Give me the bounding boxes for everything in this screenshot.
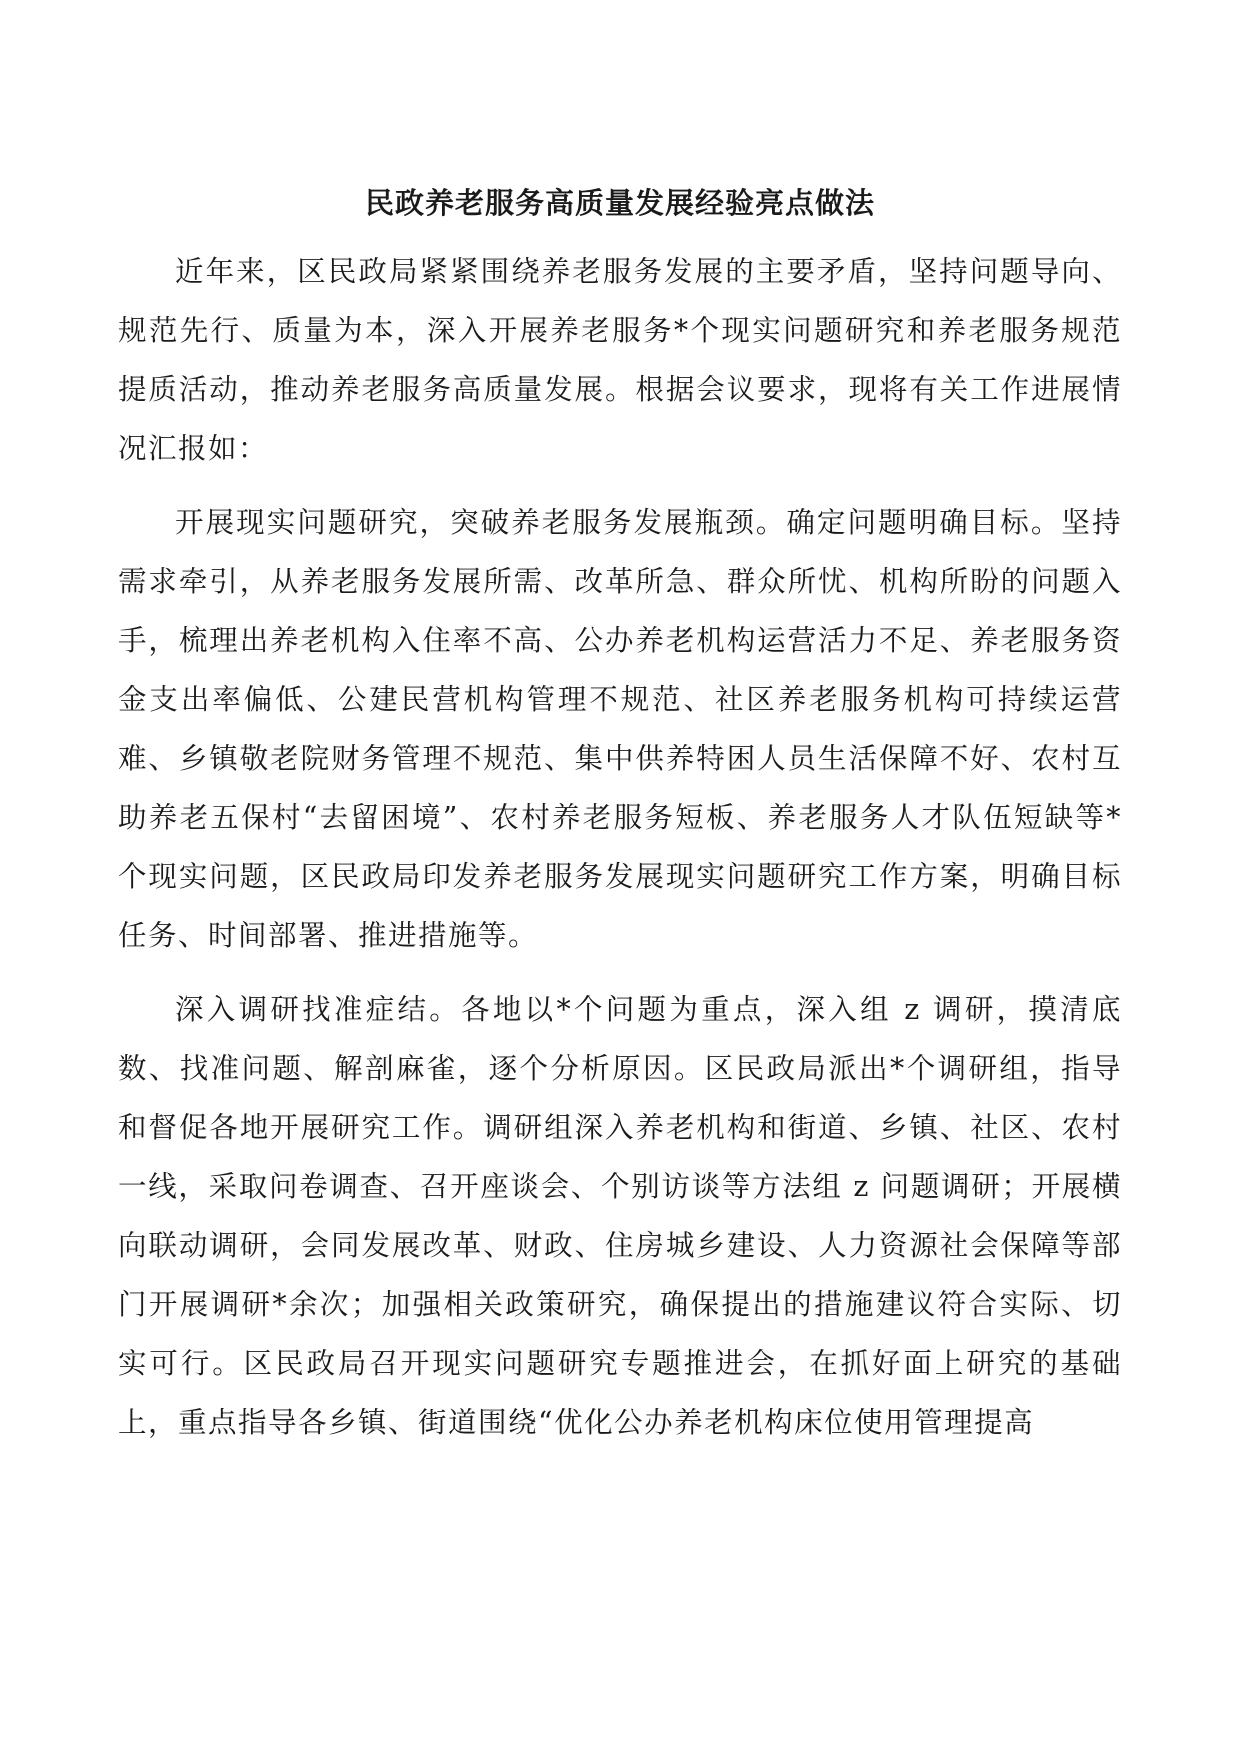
document-title: 民政养老服务高质量发展经验亮点做法 [364,186,875,220]
paragraph-intro: 近年来，区民政局紧紧围绕养老服务发展的主要矛盾，坚持问题导向、规范先行、质量为本，深入开展养老服务*个现实问题研究和养老服务规范提质活动，推动养老服务高质量发展。根据会议要求，现将有关工作进展情况汇报如： [118,255,1122,465]
paragraph-research: 开展现实问题研究，突破养老服务发展瓶颈。确定问题明确目标。坚持需求牵引，从养老服务发展所需、改革所急、群众所忧、机构所盼的问题入手，梳理出养老机构入住率不高、公办养老机构运营活力不足、养老服务资金支出率偏低、公建民营机构管理不规范、社区养老服务机构可持续运营难、乡镇敬老院财务管理不规范、集中供养特困人员生活保障不好、农村互助养老五保村“去留困境”、农村养老服务短板、养老服务人才队伍短缺等*个现实问题，区民政局印发养老服务发展现实问题研究工作方案，明确目标任务、时间部署、推进措施等。 [118,506,1122,952]
paragraph-investigation: 深入调研找准症结。各地以*个问题为重点，深入组 z 调研，摸清底数、找准问题、解剖麻雀，逐个分析原因。区民政局派出*个调研组，指导和督促各地开展研究工作。调研组深入养老机构和街道、乡镇、社区、农村一线，采取问卷调查、召开座谈会、个别访谈等方法组 z 问题调研；开展横向联动调研，会同发展改革、财政、住房城乡建设、人力资源社会保障等部门开展调研*余次；加强相关政策研究，确保提出的措施建议符合实际、切实可行。区民政局召开现实问题研究专题推进会，在抓好面上研究的基础上，重点指导各乡镇、街道围绕“优化公办养老机构床位使用管理提高 [118,993,1122,1439]
